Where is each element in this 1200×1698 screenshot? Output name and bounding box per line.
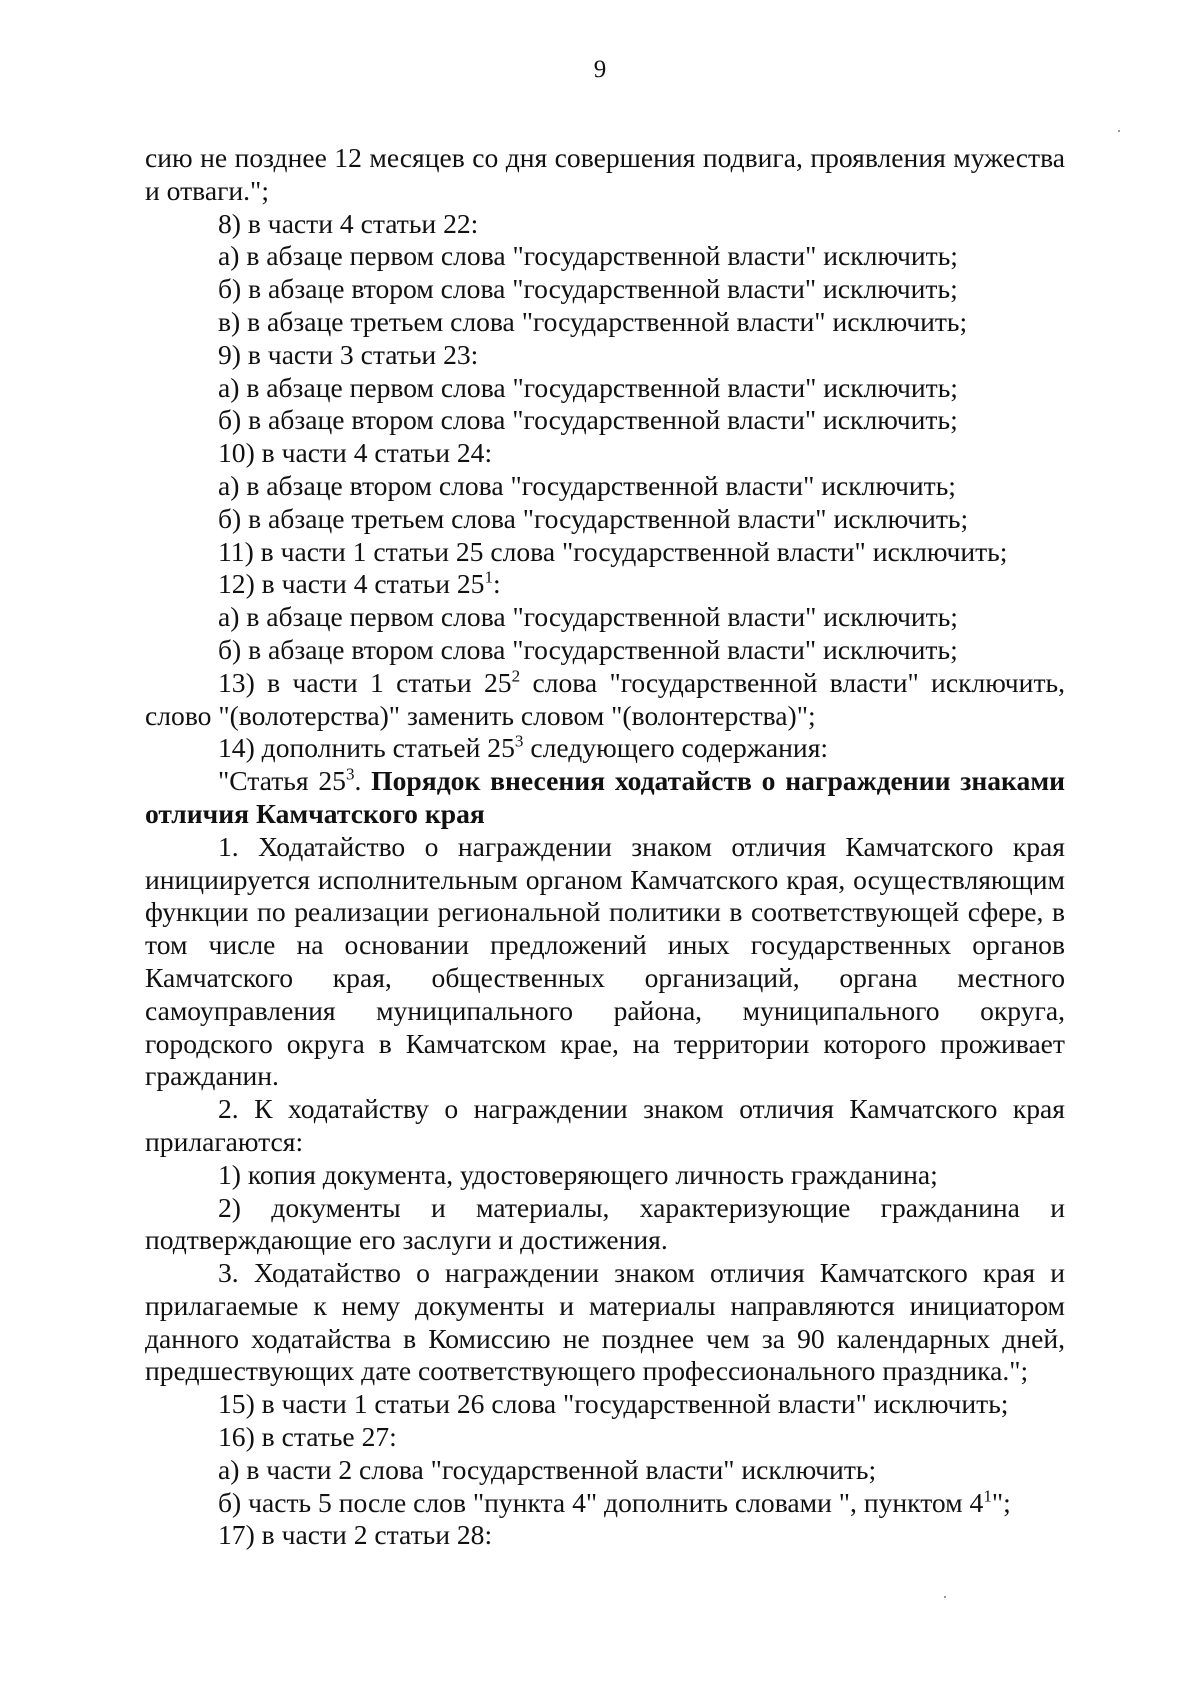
text-run: "Статья 25 xyxy=(218,765,346,797)
text-run: "; xyxy=(991,1486,1011,1518)
text-run: следующего содержания: xyxy=(523,732,829,764)
article-part-2-item-1: 1) копия документа, удостоверяющего личность гражданина; xyxy=(218,1158,938,1190)
article-part-1: 1. Ходатайство о награждении знаком отличия Камчатского края инициируется исполнительным органом Камчатского края, осуществляющим функции по реализации региональной политики в соответствующей сфере, в том числе на основании предложений иных государственных органов Камчатского края, общественных организаций, органа местного самоуправления муниципального района, муниципального округа, городского округа в Камчатском крае, на территории которого проживает гражданин. xyxy=(145,830,1065,1092)
amendment-item-17: 17) в части 2 статьи 28: xyxy=(218,1519,493,1551)
article-part-2-item-2: 2) документы и материалы, характеризующие гражданина и подтверждающие его заслуги и достижения. xyxy=(145,1191,1065,1256)
article-title: Порядок внесения ходатайств о награждении знаками отличия Камчатского края xyxy=(145,765,1066,829)
amendment-item-12 xyxy=(145,568,1065,601)
text-run: . xyxy=(354,765,372,797)
superscript: 2 xyxy=(511,666,521,686)
amendment-item-16: 16) в статье 27: xyxy=(218,1421,397,1453)
superscript: 3 xyxy=(345,764,355,784)
amendment-subitem: б) в абзаце втором слова "государственной власти" исключить; xyxy=(218,273,958,305)
amendment-subitem: а) в абзаце втором слова "государственной власти" исключить; xyxy=(218,469,956,501)
article-part-3: 3. Ходатайство о награждении знаком отличия Камчатского края и прилагаемые к нему документы и материалы направляются инициатором данного ходатайства в Комиссию не позднее чем за 90 календарных дней, предшествующих дате соответствующего профессионального праздника."; xyxy=(145,1257,1065,1387)
text-run: б) часть 5 после слов "пункта 4" дополнить словами ", пунктом 4 xyxy=(218,1486,984,1518)
amendment-subitem: б) в абзаце втором слова "государственной власти" исключить; xyxy=(218,633,958,665)
superscript: 3 xyxy=(514,731,524,751)
paragraph-continuation: сию не позднее 12 месяцев со дня совершения подвига, проявления мужества и отваги."; xyxy=(145,142,1065,206)
amendment-subitem: а) в части 2 слова "государственной власти" исключить; xyxy=(218,1453,877,1485)
document-body xyxy=(145,142,1065,1552)
text-run: 14) дополнить статьей 25 xyxy=(218,732,515,764)
text-run: 13) в части 1 статьи 25 xyxy=(218,666,512,698)
amendment-subitem: а) в абзаце первом слова "государственной власти" исключить; xyxy=(218,371,958,403)
amendment-subitem: б) в абзаце втором слова "государственной власти" исключить; xyxy=(218,404,958,436)
amendment-item-9: 9) в части 3 статьи 23: xyxy=(218,338,479,370)
amendment-subitem: б) в абзаце третьем слова "государственной власти" исключить; xyxy=(218,502,969,534)
article-part-2: 2. К ходатайству о награждении знаком отличия Камчатского края прилагаются: xyxy=(145,1093,1065,1157)
article-heading xyxy=(145,765,1065,831)
text-run: 12) в части 4 статьи 25 xyxy=(218,568,485,600)
amendment-item-15: 15) в части 1 статьи 26 слова "государственной власти" исключить; xyxy=(218,1388,1009,1420)
amendment-subitem xyxy=(145,1487,1065,1520)
text-run: слова "государственной власти" исключить, слово "(волотерства)" заменить словом "(волонтерства)"; xyxy=(145,666,1065,731)
superscript: 1 xyxy=(484,567,494,587)
amendment-item-13 xyxy=(145,667,1065,733)
text-run: : xyxy=(493,568,501,600)
amendment-item-14 xyxy=(145,732,1065,765)
amendment-item-11: 11) в части 1 статьи 25 слова "государственной власти" исключить; xyxy=(218,535,1008,567)
scan-speck xyxy=(944,1596,946,1598)
amendment-item-8: 8) в части 4 статьи 22: xyxy=(218,207,479,239)
page-number: 9 xyxy=(593,56,607,83)
scan-speck xyxy=(1118,130,1120,132)
amendment-subitem: а) в абзаце первом слова "государственной власти" исключить; xyxy=(218,240,958,272)
amendment-item-10: 10) в части 4 статьи 24: xyxy=(218,437,493,469)
superscript: 1 xyxy=(983,1486,992,1506)
amendment-subitem: а) в абзаце первом слова "государственной власти" исключить; xyxy=(218,601,958,633)
amendment-subitem: в) в абзаце третьем слова "государственной власти" исключить; xyxy=(218,305,968,337)
